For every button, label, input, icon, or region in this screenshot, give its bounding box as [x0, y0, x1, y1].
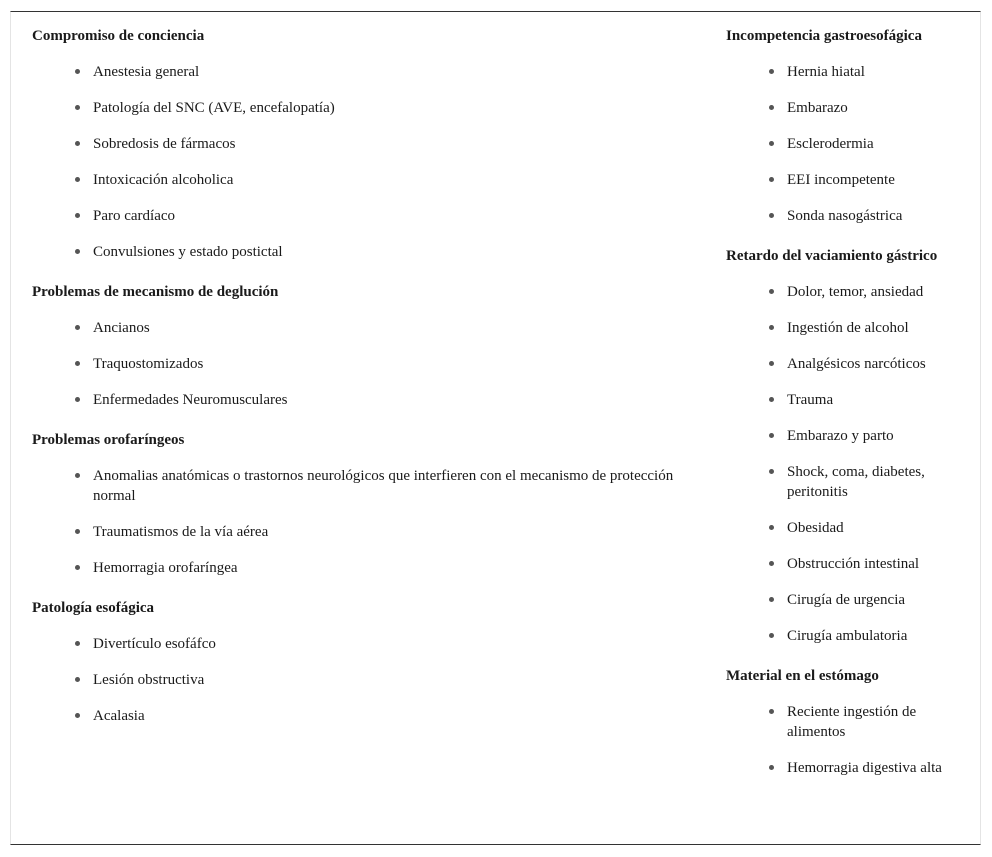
section-heading: Problemas orofaríngeos	[32, 432, 185, 448]
list-item	[726, 758, 976, 778]
list-item	[32, 706, 692, 726]
bullet-list	[32, 62, 692, 262]
list-item-text: Divertículo esofáfco	[93, 636, 216, 652]
list-item-text: Shock, coma, diabetes, peritonitis	[787, 464, 925, 500]
list-item-text: Ingestión de alcohol	[787, 320, 909, 336]
section-compromiso-de-conciencia	[32, 26, 692, 262]
list-item	[726, 170, 976, 190]
list-item-text: Hemorragia orofaríngea	[93, 560, 238, 576]
list-item	[726, 462, 976, 502]
list-item-text: Hernia hiatal	[787, 64, 865, 80]
list-item	[32, 242, 692, 262]
bullet-list	[726, 62, 976, 226]
bullet-list	[726, 282, 976, 646]
section-material-en-el-estomago	[726, 666, 976, 778]
list-item-text: Embarazo	[787, 100, 848, 116]
list-item	[32, 558, 692, 578]
section-incompetencia-gastroesofagica	[726, 26, 976, 226]
list-item-text: Enfermedades Neuromusculares	[93, 392, 288, 408]
list-item	[726, 318, 976, 338]
list-item-text: Patología del SNC (AVE, encefalopatía)	[93, 100, 335, 116]
section-patologia-esofagica	[32, 598, 692, 726]
list-item	[32, 318, 692, 338]
section-heading: Incompetencia gastroesofágica	[726, 28, 922, 44]
list-item-text: Trauma	[787, 392, 834, 408]
list-item-text: Hemorragia digestiva alta	[787, 760, 942, 776]
section-heading: Retardo del vaciamiento gástrico	[726, 248, 938, 264]
list-item-text: Lesión obstructiva	[93, 672, 205, 688]
section-heading: Compromiso de conciencia	[32, 28, 205, 44]
list-item	[726, 518, 976, 538]
list-item	[32, 466, 692, 506]
list-item	[32, 634, 692, 654]
list-item	[726, 590, 976, 610]
list-item	[32, 522, 692, 542]
table-frame	[10, 11, 981, 845]
list-item-text: Dolor, temor, ansiedad	[787, 284, 924, 300]
section-problemas-de-mecanismo-de-deglucion	[32, 282, 692, 410]
section-problemas-orofaringeos	[32, 430, 692, 578]
list-item	[726, 98, 976, 118]
list-item-text: Traumatismos de la vía aérea	[93, 524, 269, 540]
list-item-text: Esclerodermia	[787, 136, 874, 152]
list-item-text: Obesidad	[787, 520, 844, 536]
bullet-list	[32, 318, 692, 410]
right-column	[726, 26, 976, 794]
list-item	[32, 390, 692, 410]
list-item-text: Paro cardíaco	[93, 208, 176, 224]
list-item-text: Embarazo y parto	[787, 428, 894, 444]
section-retardo-del-vaciamiento-gastrico	[726, 246, 976, 646]
list-item	[32, 62, 692, 82]
section-heading: Patología esofágica	[32, 600, 155, 616]
list-item-text: Ancianos	[93, 320, 150, 336]
list-item-text: Sobredosis de fármacos	[93, 136, 236, 152]
list-item	[726, 354, 976, 374]
list-item-text: Traquostomizados	[93, 356, 204, 372]
list-item	[726, 206, 976, 226]
list-item-text: Convulsiones y estado postictal	[93, 244, 283, 260]
list-item	[726, 62, 976, 82]
section-heading: Material en el estómago	[726, 668, 879, 684]
list-item	[32, 170, 692, 190]
list-item	[726, 390, 976, 410]
list-item-text: Intoxicación alcoholica	[93, 172, 234, 188]
list-item	[32, 134, 692, 154]
list-item-text: Obstrucción intestinal	[787, 556, 920, 572]
list-item-text: EEI incompetente	[787, 172, 895, 188]
list-item-text: Cirugía ambulatoria	[787, 628, 908, 644]
list-item-text: Anestesia general	[93, 64, 200, 80]
list-item	[32, 206, 692, 226]
list-item	[726, 282, 976, 302]
list-item	[32, 354, 692, 374]
list-item-text: Acalasia	[93, 708, 145, 724]
bullet-list	[32, 634, 692, 726]
list-item	[726, 702, 976, 742]
left-column	[32, 26, 692, 742]
list-item-text: Sonda nasogástrica	[787, 208, 903, 224]
list-item	[32, 98, 692, 118]
list-item	[726, 426, 976, 446]
bullet-list	[726, 702, 976, 778]
list-item-text: Reciente ingestión de alimentos	[787, 704, 917, 740]
list-item-text: Analgésicos narcóticos	[787, 356, 926, 372]
list-item	[32, 670, 692, 690]
list-item-text: Cirugía de urgencia	[787, 592, 906, 608]
section-heading: Problemas de mecanismo de deglución	[32, 284, 279, 300]
list-item-text: Anomalias anatómicas o trastornos neurológicos que interfieren con el mecanismo de protección normal	[93, 468, 674, 504]
bullet-list	[32, 466, 692, 578]
list-item	[726, 134, 976, 154]
list-item	[726, 554, 976, 574]
list-item	[726, 626, 976, 646]
